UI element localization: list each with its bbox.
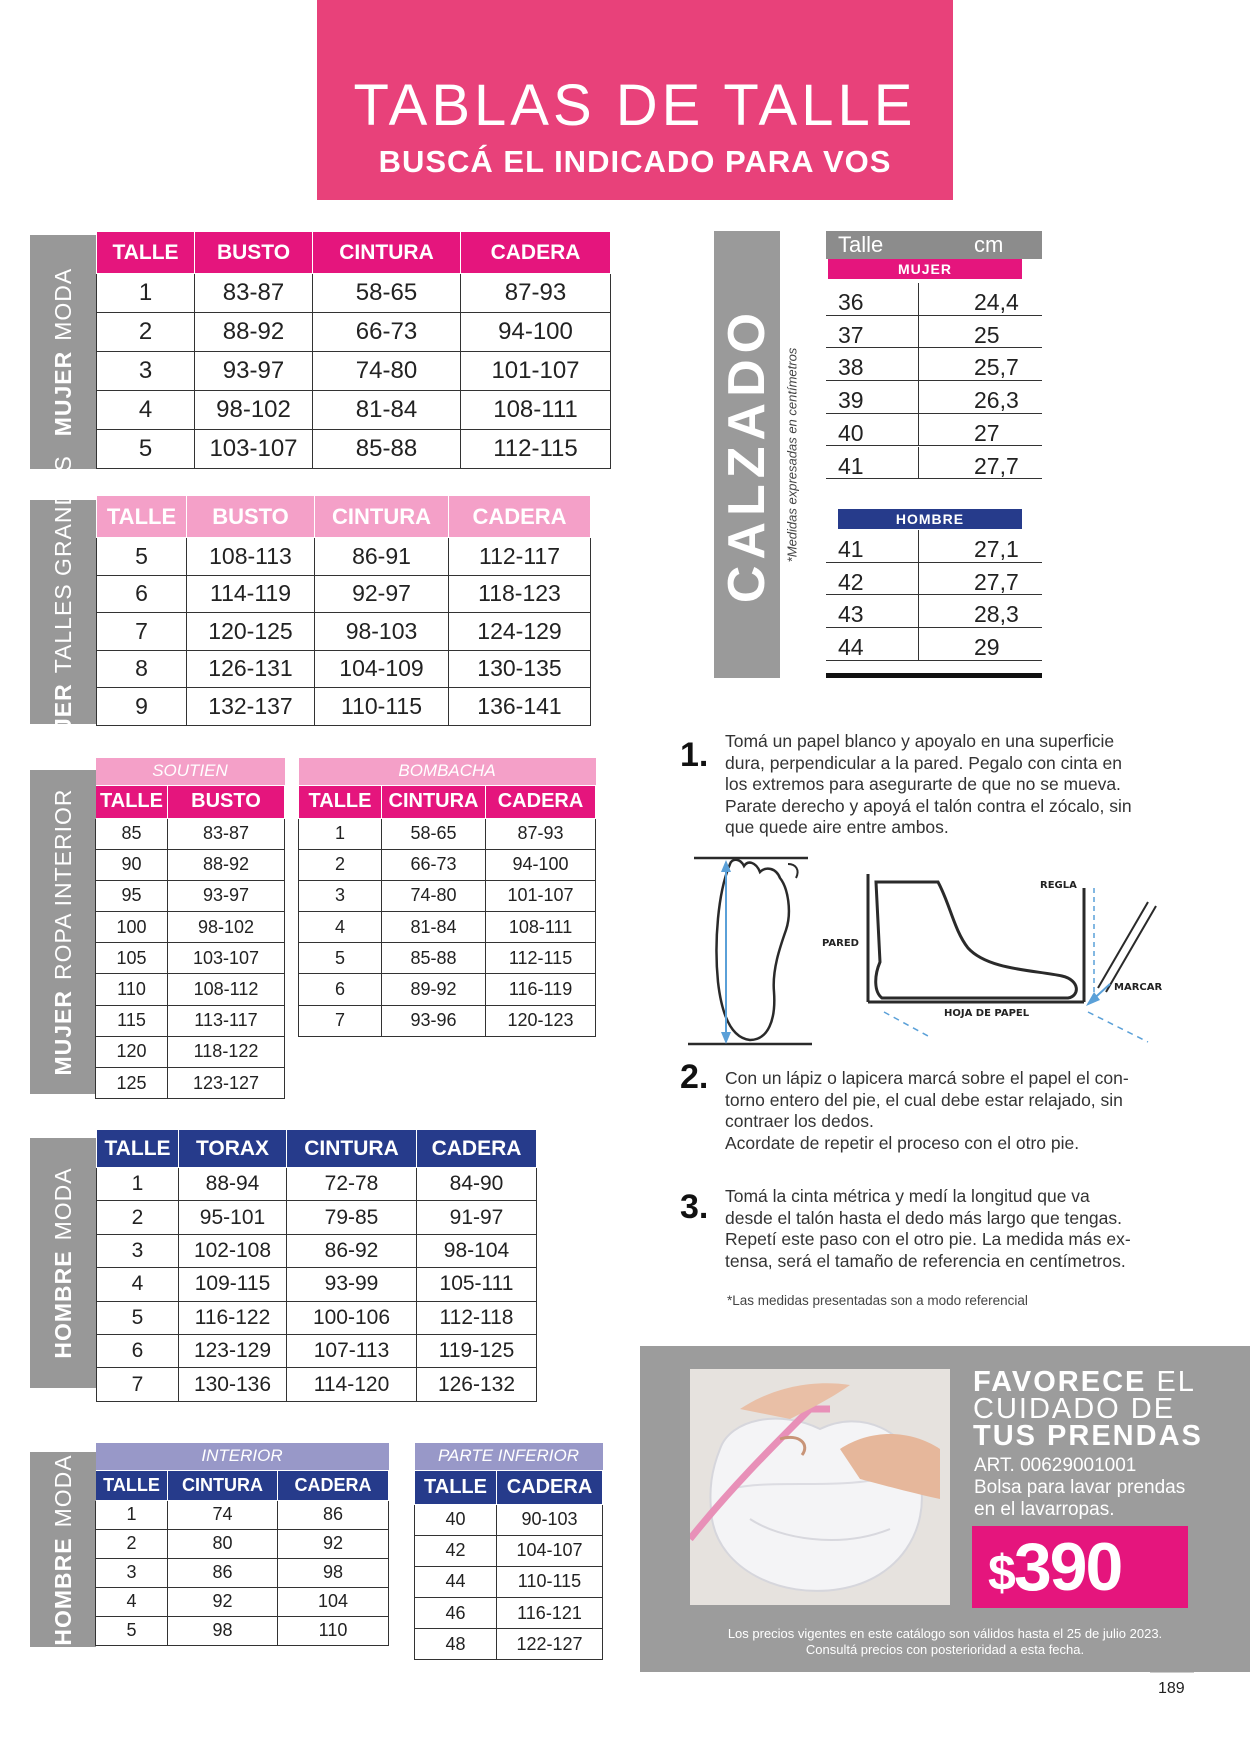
shoe-size: 41	[838, 452, 864, 479]
table-cell: 48	[415, 1629, 497, 1660]
table-row	[97, 430, 611, 469]
table-cell: 83-87	[195, 274, 313, 313]
shoe-size: 38	[838, 354, 864, 381]
size-table-mujer-grandes	[96, 495, 591, 726]
table-cell: 90-103	[497, 1504, 603, 1535]
table-cell: 93-97	[195, 352, 313, 391]
price-tag	[972, 1526, 1188, 1608]
table-cell: 105-111	[417, 1268, 537, 1301]
table-row	[299, 880, 596, 911]
size-table-hombre-interior	[95, 1443, 389, 1646]
table-row	[97, 575, 591, 613]
promo-title-light-2: CUIDADO DE	[973, 1393, 1176, 1425]
table-cell: 130-135	[449, 650, 591, 688]
table-cell: 113-117	[168, 1005, 285, 1036]
table-cell: 74	[168, 1500, 278, 1529]
table-cell: 104	[278, 1587, 389, 1616]
table-cell: 116-121	[497, 1598, 603, 1629]
shoe-cm: 29	[974, 634, 1000, 661]
shoe-hombre-label: HOMBRE	[838, 509, 1022, 529]
shoe-row	[826, 381, 1042, 414]
table-cell: 4	[97, 391, 195, 430]
table-cell: 118-123	[449, 575, 591, 613]
section-tab-hombre-moda	[30, 1138, 96, 1388]
table-cell: 9	[97, 688, 187, 726]
table-cell: 110-115	[497, 1566, 603, 1597]
table-cell: 110	[96, 974, 168, 1005]
shoe-size: 41	[838, 536, 864, 562]
table-cell: 105	[96, 943, 168, 974]
table-cell: 7	[97, 1368, 179, 1401]
table-row	[96, 1500, 389, 1529]
table-cell: 110-115	[315, 688, 449, 726]
table-cell: 3	[97, 352, 195, 391]
table-cell: 74-80	[382, 880, 486, 911]
table-cell: 3	[299, 880, 382, 911]
table-cell: 98-104	[417, 1234, 537, 1267]
table-cell: 5	[97, 430, 195, 469]
table-cell: 44	[415, 1566, 497, 1597]
table-cell: 87-93	[461, 274, 611, 313]
shoe-row	[826, 316, 1042, 349]
table-cell: 1	[299, 818, 382, 849]
table-cell: 66-73	[382, 849, 486, 880]
table-row	[97, 538, 591, 576]
section-tab-mujer-grandes	[30, 455, 96, 769]
table-row	[97, 688, 591, 726]
section-label: HOMBRE	[50, 1536, 76, 1646]
disclaimer: *Las medidas presentadas son a modo referencial	[727, 1293, 1028, 1308]
shoe-table-bottom-rule	[826, 673, 1042, 678]
table-cell: 84-90	[417, 1168, 537, 1201]
table-cell: 7	[97, 613, 187, 651]
promo-description	[974, 1455, 1185, 1521]
table-row	[415, 1629, 603, 1660]
table-row	[96, 974, 285, 1005]
validity-line-2: Consultá precios con posterioridad a esta fecha.	[805, 1642, 1085, 1657]
diagram-label-hoja: HOJA DE PAPEL	[944, 1008, 1030, 1019]
table-row	[97, 1368, 537, 1401]
table-cell: 85	[96, 818, 168, 849]
column-header: CADERA	[417, 1130, 537, 1168]
step-3-text: Tomá la cinta métrica y medí la longitud que va desde el talón hasta el dedo más largo que tengas. Repetí este paso con el otro pie. La medida más ex- tensa, será el tamaño de referencia en centímetros.	[725, 1186, 1131, 1271]
column-header: CINTURA	[287, 1130, 417, 1168]
shoe-cm: 27	[974, 419, 1000, 446]
table-cell: 100	[96, 912, 168, 943]
shoe-cm: 27,1	[974, 536, 1019, 562]
column-header: CADERA	[449, 496, 591, 538]
product-photo	[690, 1369, 950, 1605]
table-row	[96, 818, 285, 849]
table-cell: 58-65	[313, 274, 461, 313]
price-currency: $	[988, 1545, 1014, 1601]
column-header: TORAX	[179, 1130, 287, 1168]
shoe-row	[826, 530, 1042, 563]
table-cell: 79-85	[287, 1201, 417, 1234]
column-header: CADERA	[278, 1470, 389, 1500]
table-cell: 123-127	[168, 1068, 285, 1099]
table-cell: 1	[97, 1168, 179, 1201]
table-row	[299, 974, 596, 1005]
size-table-soutien	[95, 758, 285, 1099]
column-header: CINTURA	[315, 496, 449, 538]
shoe-row	[826, 595, 1042, 628]
table-row	[96, 1005, 285, 1036]
shoe-size: 43	[838, 601, 864, 628]
table-row	[97, 274, 611, 313]
table-cell: 101-107	[486, 880, 596, 911]
shoe-row	[826, 447, 1042, 480]
validity-line-1: Los precios vigentes en este catálogo son válidos hasta el 25 de julio 2023.	[727, 1626, 1163, 1641]
table-cell: 46	[415, 1598, 497, 1629]
table-cell: 95-101	[179, 1201, 287, 1234]
table-super-header: BOMBACHA	[299, 758, 596, 785]
column-header: TALLE	[415, 1470, 497, 1504]
section-tab-mujer-moda	[30, 235, 96, 469]
shoe-size: 40	[838, 419, 864, 446]
price-validity	[640, 1626, 1250, 1658]
shoe-size: 44	[838, 634, 864, 661]
table-row	[97, 1301, 537, 1334]
section-label: MUJER	[50, 350, 76, 437]
page-subtitle: BUSCÁ EL INDICADO PARA VOS	[378, 144, 892, 179]
table-cell: 86-92	[287, 1234, 417, 1267]
table-cell: 102-108	[179, 1234, 287, 1267]
table-cell: 132-137	[187, 688, 315, 726]
shoe-cm: 25,7	[974, 354, 1019, 381]
table-cell: 2	[299, 849, 382, 880]
table-row	[415, 1504, 603, 1535]
table-cell: 112-115	[461, 430, 611, 469]
size-table-mujer-moda	[96, 231, 611, 469]
table-cell: 104-109	[315, 650, 449, 688]
table-cell: 108-111	[486, 912, 596, 943]
table-cell: 98-102	[168, 912, 285, 943]
column-header: CINTURA	[313, 232, 461, 274]
table-row	[97, 650, 591, 688]
header-banner	[317, 0, 953, 200]
table-cell: 103-107	[195, 430, 313, 469]
table-row	[96, 943, 285, 974]
table-cell: 7	[299, 1005, 382, 1036]
shoe-row	[826, 414, 1042, 447]
table-row	[96, 880, 285, 911]
table-cell: 66-73	[313, 313, 461, 352]
table-cell: 91-97	[417, 1201, 537, 1234]
table-row	[97, 613, 591, 651]
section-label: MUJER	[50, 683, 76, 769]
table-cell: 1	[97, 274, 195, 313]
column-header: BUSTO	[187, 496, 315, 538]
table-cell: 3	[97, 1234, 179, 1267]
shoe-cm: 26,3	[974, 387, 1019, 414]
table-cell: 90	[96, 849, 168, 880]
table-cell: 112-118	[417, 1301, 537, 1334]
section-label: MUJER	[50, 989, 76, 1076]
table-row	[97, 313, 611, 352]
page-title: TABLAS DE TALLE	[353, 73, 917, 138]
table-cell: 93-99	[287, 1268, 417, 1301]
table-cell: 5	[299, 943, 382, 974]
table-row	[96, 1036, 285, 1067]
table-cell: 5	[97, 1301, 179, 1334]
table-row	[97, 1234, 537, 1267]
table-cell: 98	[168, 1616, 278, 1645]
column-header: CADERA	[497, 1470, 603, 1504]
promo-title-bold-2: TUS PRENDAS	[973, 1420, 1203, 1452]
table-cell: 98	[278, 1558, 389, 1587]
table-cell: 114-119	[187, 575, 315, 613]
table-row	[97, 1334, 537, 1367]
shoe-size: 37	[838, 321, 864, 348]
shoe-row	[826, 628, 1042, 661]
table-cell: 110	[278, 1616, 389, 1645]
shoe-row	[826, 348, 1042, 381]
table-cell: 101-107	[461, 352, 611, 391]
table-cell: 122-127	[497, 1629, 603, 1660]
calzado-title: CALZADO	[718, 306, 776, 604]
promo-title	[973, 1366, 1203, 1452]
table-cell: 85-88	[313, 430, 461, 469]
table-row	[299, 912, 596, 943]
column-header: CINTURA	[382, 785, 486, 818]
table-cell: 5	[97, 538, 187, 576]
table-cell: 120-123	[486, 1005, 596, 1036]
table-cell: 107-113	[287, 1334, 417, 1367]
table-cell: 81-84	[382, 912, 486, 943]
table-cell: 95	[96, 880, 168, 911]
table-cell: 123-129	[179, 1334, 287, 1367]
table-cell: 81-84	[313, 391, 461, 430]
step-3-number: 3.	[680, 1188, 709, 1226]
section-tab-mujer-interior	[30, 770, 96, 1094]
table-row	[97, 1201, 537, 1234]
table-cell: 98-102	[195, 391, 313, 430]
section-label: HOMBRE	[50, 1250, 76, 1359]
column-header: TALLE	[97, 496, 187, 538]
size-table-hombre-inferior	[414, 1443, 603, 1660]
table-row	[96, 1587, 389, 1616]
table-row	[97, 352, 611, 391]
section-sublabel: ROPA INTERIOR	[50, 788, 76, 980]
table-cell: 83-87	[168, 818, 285, 849]
section-sublabel: TALLES GRANDES	[50, 455, 76, 674]
table-cell: 92	[278, 1529, 389, 1558]
step-1-number: 1.	[680, 736, 709, 774]
promo-title-bold-1: FAVORECE	[973, 1366, 1147, 1398]
table-cell: 118-122	[168, 1036, 285, 1067]
table-cell: 6	[97, 575, 187, 613]
section-sublabel: MODA	[50, 1453, 76, 1527]
table-cell: 126-132	[417, 1368, 537, 1401]
table-super-header: SOUTIEN	[96, 758, 285, 785]
table-cell: 87-93	[486, 818, 596, 849]
shoe-cm: 27,7	[974, 568, 1019, 595]
table-row	[415, 1535, 603, 1566]
step-2-text: Con un lápiz o lapicera marcá sobre el papel el con- torno entero del pie, el cual debe estar relajado, sin contraer los dedos. Acordate de repetir el proceso con el otro pie.	[725, 1068, 1129, 1153]
table-cell: 86	[168, 1558, 278, 1587]
table-cell: 2	[97, 1201, 179, 1234]
section-sublabel: MODA	[50, 1167, 76, 1241]
column-header: BUSTO	[195, 232, 313, 274]
table-cell: 92-97	[315, 575, 449, 613]
table-cell: 88-92	[168, 849, 285, 880]
column-header: TALLE	[97, 232, 195, 274]
table-cell: 94-100	[461, 313, 611, 352]
column-header: TALLE	[96, 1470, 168, 1500]
table-cell: 108-111	[461, 391, 611, 430]
table-cell: 72-78	[287, 1168, 417, 1201]
table-cell: 116-119	[486, 974, 596, 1005]
table-cell: 104-107	[497, 1535, 603, 1566]
table-cell: 130-136	[179, 1368, 287, 1401]
table-cell: 93-96	[382, 1005, 486, 1036]
foot-measure-diagram	[688, 852, 1168, 1048]
promo-desc-2: en el lavarropas.	[974, 1499, 1115, 1520]
shoe-col-talle: Talle	[838, 232, 884, 257]
table-row	[299, 1005, 596, 1036]
step-1-text: Tomá un papel blanco y apoyalo en una superficie dura, perpendicular a la pared. Pegalo con cinta en los extremos para asegurarte de que no se mueva. Parate derecho y apoyá el talón contra el zócalo, sin que quede aire entre ambos.	[725, 731, 1132, 837]
table-cell: 42	[415, 1535, 497, 1566]
diagram-label-regla: REGLA	[1040, 880, 1077, 891]
table-cell: 80	[168, 1529, 278, 1558]
table-cell: 8	[97, 650, 187, 688]
shoe-cm: 25	[974, 321, 1000, 348]
section-tab-hombre-moda-2	[30, 1452, 96, 1647]
table-cell: 126-131	[187, 650, 315, 688]
table-row	[299, 943, 596, 974]
table-cell: 100-106	[287, 1301, 417, 1334]
table-cell: 4	[97, 1268, 179, 1301]
shoe-cm: 27,7	[974, 452, 1019, 479]
table-row	[299, 818, 596, 849]
shoe-size: 42	[838, 568, 864, 595]
table-row	[97, 1168, 537, 1201]
shoe-mujer-label: MUJER	[828, 259, 1022, 279]
column-header: CINTURA	[168, 1470, 278, 1500]
table-row	[96, 1529, 389, 1558]
promo-title-light-1: EL	[1156, 1366, 1196, 1398]
table-cell: 98-103	[315, 613, 449, 651]
table-cell: 40	[415, 1504, 497, 1535]
table-cell: 86-91	[315, 538, 449, 576]
shoe-col-cm: cm	[974, 232, 1004, 257]
table-row	[415, 1566, 603, 1597]
calzado-note: *Medidas expresadas en centímetros	[784, 347, 800, 563]
table-cell: 6	[97, 1334, 179, 1367]
table-cell: 74-80	[313, 352, 461, 391]
shoe-size: 36	[838, 289, 864, 315]
diagram-label-marcar: MARCAR	[1114, 982, 1163, 993]
table-cell: 112-115	[486, 943, 596, 974]
diagram-label-pared: PARED	[822, 938, 859, 949]
promo-art: ART. 00629001001	[974, 1455, 1137, 1476]
table-cell: 120-125	[187, 613, 315, 651]
table-cell: 4	[299, 912, 382, 943]
table-row	[97, 1268, 537, 1301]
shoe-table-header	[826, 231, 1042, 259]
table-cell: 5	[96, 1616, 168, 1645]
table-row	[299, 849, 596, 880]
table-cell: 103-107	[168, 943, 285, 974]
table-cell: 92	[168, 1587, 278, 1616]
table-cell: 2	[96, 1529, 168, 1558]
price-value: 390	[1013, 1529, 1122, 1605]
promo-desc-1: Bolsa para lavar prendas	[974, 1477, 1186, 1498]
table-cell: 109-115	[179, 1268, 287, 1301]
table-cell: 1	[96, 1500, 168, 1529]
table-cell: 85-88	[382, 943, 486, 974]
table-cell: 119-125	[417, 1334, 537, 1367]
table-row	[96, 1558, 389, 1587]
table-cell: 94-100	[486, 849, 596, 880]
table-cell: 108-113	[187, 538, 315, 576]
table-super-header: PARTE INFERIOR	[415, 1443, 603, 1470]
table-cell: 112-117	[449, 538, 591, 576]
table-super-header: INTERIOR	[96, 1443, 389, 1470]
table-cell: 88-92	[195, 313, 313, 352]
table-cell: 93-97	[168, 880, 285, 911]
table-cell: 58-65	[382, 818, 486, 849]
shoe-size: 39	[838, 387, 864, 414]
section-sublabel: MODA	[50, 267, 76, 341]
table-row	[415, 1598, 603, 1629]
table-cell: 115	[96, 1005, 168, 1036]
table-row	[96, 849, 285, 880]
shoe-cm: 28,3	[974, 601, 1019, 628]
size-table-hombre-moda	[96, 1129, 537, 1402]
table-cell: 88-94	[179, 1168, 287, 1201]
table-cell: 120	[96, 1036, 168, 1067]
table-cell: 125	[96, 1068, 168, 1099]
table-cell: 136-141	[449, 688, 591, 726]
column-header: TALLE	[96, 785, 168, 818]
shoe-row	[826, 563, 1042, 596]
shoe-cm: 24,4	[974, 289, 1019, 315]
column-header: CADERA	[486, 785, 596, 818]
table-cell: 116-122	[179, 1301, 287, 1334]
table-cell: 124-129	[449, 613, 591, 651]
table-cell: 6	[299, 974, 382, 1005]
table-cell: 2	[97, 313, 195, 352]
column-header: BUSTO	[168, 785, 285, 818]
table-cell: 3	[96, 1558, 168, 1587]
table-row	[96, 1068, 285, 1099]
step-2-number: 2.	[680, 1058, 709, 1096]
table-cell: 4	[96, 1587, 168, 1616]
table-cell: 86	[278, 1500, 389, 1529]
table-cell: 108-112	[168, 974, 285, 1005]
shoe-row	[826, 283, 1042, 316]
table-row	[97, 391, 611, 430]
column-header: TALLE	[299, 785, 382, 818]
column-header: TALLE	[97, 1130, 179, 1168]
table-cell: 89-92	[382, 974, 486, 1005]
table-cell: 114-120	[287, 1368, 417, 1401]
size-table-bombacha	[298, 758, 596, 1037]
page-number: 189	[1158, 1680, 1185, 1697]
table-row	[96, 1616, 389, 1645]
column-header: CADERA	[461, 232, 611, 274]
table-row	[96, 912, 285, 943]
